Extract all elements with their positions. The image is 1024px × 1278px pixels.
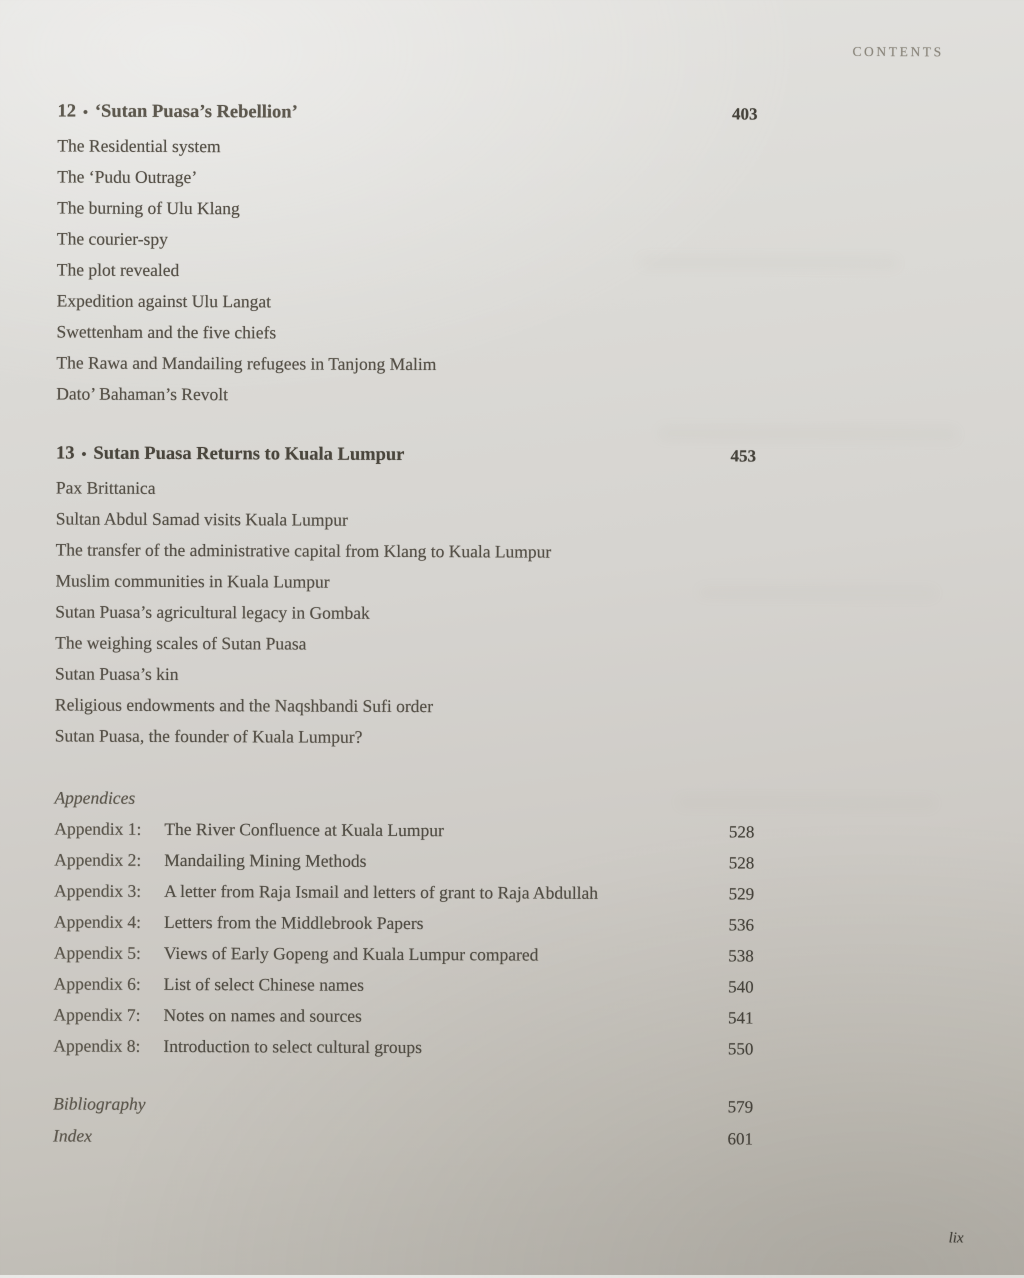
chapter-number: 13 bbox=[55, 443, 75, 464]
chapter-title bbox=[57, 94, 297, 131]
appendix-entry bbox=[54, 999, 362, 1031]
toc-subtopic bbox=[57, 192, 757, 226]
folio-page-number: lix bbox=[948, 1230, 964, 1247]
appendix-row bbox=[54, 844, 754, 878]
subtopic-label: The transfer of the administrative capital from Klang to Kuala Lumpur bbox=[55, 539, 552, 562]
subtopic-label: Dato’ Bahaman’s Revolt bbox=[56, 383, 229, 405]
toc-subtopic bbox=[55, 565, 755, 599]
toc-subtopic bbox=[56, 378, 756, 412]
appendix-row bbox=[54, 937, 754, 971]
appendix-row bbox=[54, 999, 754, 1033]
appendix-page-number: 540 bbox=[728, 977, 754, 997]
appendix-title: A letter from Raja Ismail and letters of grant to Raja Abdullah bbox=[164, 880, 599, 903]
backmatter bbox=[53, 1088, 753, 1154]
toc-subtopic bbox=[56, 347, 756, 381]
toc-subtopic bbox=[55, 658, 755, 692]
subtopic-label: The Residential system bbox=[57, 135, 221, 157]
appendix-entry bbox=[54, 844, 366, 876]
appendix-label: Appendix 2: bbox=[54, 849, 142, 870]
toc-subtopic bbox=[57, 161, 757, 195]
subtopic-label: Sultan Abdul Samad visits Kuala Lumpur bbox=[55, 508, 348, 530]
toc-subtopic bbox=[57, 285, 757, 319]
subtopic-label: Religious endowments and the Naqshbandi Sufi order bbox=[54, 694, 434, 717]
appendix-entry bbox=[54, 875, 598, 908]
appendix-entry bbox=[54, 968, 364, 1000]
appendix-label: Appendix 3: bbox=[54, 880, 142, 901]
subtopic-label: The ‘Pudu Outrage’ bbox=[57, 166, 198, 188]
appendix-title: Letters from the Middlebrook Papers bbox=[163, 911, 424, 934]
backmatter-title: Bibliography bbox=[53, 1093, 146, 1114]
appendix-title: The River Confluence at Kuala Lumpur bbox=[164, 818, 444, 841]
appendix-title: Views of Early Gopeng and Kuala Lumpur compared bbox=[163, 942, 539, 965]
appendix-row bbox=[54, 968, 754, 1002]
running-header: CONTENTS bbox=[852, 43, 944, 60]
appendix-label: Appendix 6: bbox=[53, 973, 141, 994]
toc-subtopic bbox=[55, 689, 755, 723]
subtopic-label: The weighing scales of Sutan Puasa bbox=[55, 632, 307, 654]
appendices-heading bbox=[54, 782, 754, 816]
subtopic-label: Pax Brittanica bbox=[55, 477, 156, 498]
subtopic-label: The courier-spy bbox=[56, 228, 168, 249]
chapter-subtopics bbox=[55, 472, 756, 754]
appendix-page-number: 538 bbox=[728, 946, 754, 966]
chapter-page-number: 453 bbox=[730, 446, 757, 466]
toc-subtopic bbox=[55, 596, 755, 630]
backmatter-page-number: 601 bbox=[727, 1128, 754, 1149]
appendix-entry bbox=[54, 906, 424, 939]
subtopic-label: Expedition against Ulu Langat bbox=[56, 290, 272, 312]
appendix-row bbox=[54, 875, 754, 909]
chapter-title-text: Sutan Puasa Returns to Kuala Lumpur bbox=[93, 443, 405, 465]
appendix-entry bbox=[54, 937, 539, 970]
chapter-heading-row bbox=[56, 436, 756, 475]
subtopic-label: The plot revealed bbox=[56, 259, 180, 280]
chapter-heading-row bbox=[57, 94, 757, 133]
chapter-number: 12 bbox=[57, 101, 77, 122]
appendix-row bbox=[54, 906, 754, 940]
chapter-title bbox=[56, 436, 405, 474]
backmatter-page-number: 579 bbox=[727, 1097, 754, 1117]
appendix-label: Appendix 7: bbox=[53, 1004, 141, 1025]
backmatter-row bbox=[53, 1088, 753, 1123]
subtopic-label: Sutan Puasa’s agricultural legacy in Gombak bbox=[55, 601, 370, 623]
toc-subtopic bbox=[57, 223, 757, 257]
appendix-row bbox=[53, 1030, 753, 1064]
appendix-row bbox=[54, 813, 754, 847]
toc-subtopic bbox=[56, 534, 756, 568]
toc-subtopic bbox=[55, 720, 755, 754]
toc-subtopic bbox=[56, 503, 756, 537]
appendix-list bbox=[53, 813, 754, 1064]
appendix-label: Appendix 1: bbox=[54, 818, 142, 839]
toc-subtopic bbox=[56, 472, 756, 506]
subtopic-label: Sutan Puasa, the founder of Kuala Lumpur? bbox=[54, 725, 363, 747]
appendix-title: List of select Chinese names bbox=[163, 973, 364, 995]
appendix-title: Notes on names and sources bbox=[163, 1004, 362, 1026]
subtopic-label: Muslim communities in Kuala Lumpur bbox=[55, 570, 330, 592]
toc-subtopic bbox=[56, 316, 756, 350]
subtopic-label: Swettenham and the five chiefs bbox=[56, 321, 277, 343]
appendix-title: Introduction to select cultural groups bbox=[163, 1035, 423, 1058]
appendix-page-number: 550 bbox=[727, 1039, 754, 1059]
subtopic-label: Sutan Puasa’s kin bbox=[55, 663, 179, 684]
appendix-label: Appendix 5: bbox=[53, 942, 141, 963]
toc-subtopic bbox=[57, 254, 757, 288]
toc-subtopic bbox=[57, 130, 757, 164]
appendix-page-number: 528 bbox=[728, 822, 755, 842]
appendix-page-number: 529 bbox=[728, 884, 755, 904]
subtopic-label: The burning of Ulu Klang bbox=[57, 197, 240, 219]
appendix-label: Appendix 8: bbox=[53, 1035, 141, 1056]
table-of-contents bbox=[53, 94, 758, 1154]
backmatter-title: Index bbox=[53, 1124, 92, 1146]
appendix-entry bbox=[54, 813, 444, 846]
bullet-separator: • bbox=[81, 447, 87, 463]
appendix-page-number: 528 bbox=[728, 853, 755, 873]
chapter-page-number: 403 bbox=[731, 104, 758, 124]
chapter-subtopics bbox=[56, 130, 757, 412]
appendix-title: Mandailing Mining Methods bbox=[164, 849, 367, 871]
backmatter-row bbox=[53, 1120, 753, 1155]
chapter-title-text: ‘Sutan Puasa’s Rebellion’ bbox=[94, 101, 298, 123]
appendix-page-number: 536 bbox=[728, 915, 755, 935]
appendices-heading-label: Appendices bbox=[54, 787, 136, 808]
appendix-label: Appendix 4: bbox=[53, 911, 142, 932]
appendix-entry bbox=[53, 1030, 422, 1063]
subtopic-label: The Rawa and Mandailing refugees in Tanjong Malim bbox=[56, 352, 437, 375]
bullet-separator: • bbox=[82, 105, 88, 121]
appendix-page-number: 541 bbox=[728, 1008, 754, 1028]
toc-subtopic bbox=[55, 627, 755, 661]
